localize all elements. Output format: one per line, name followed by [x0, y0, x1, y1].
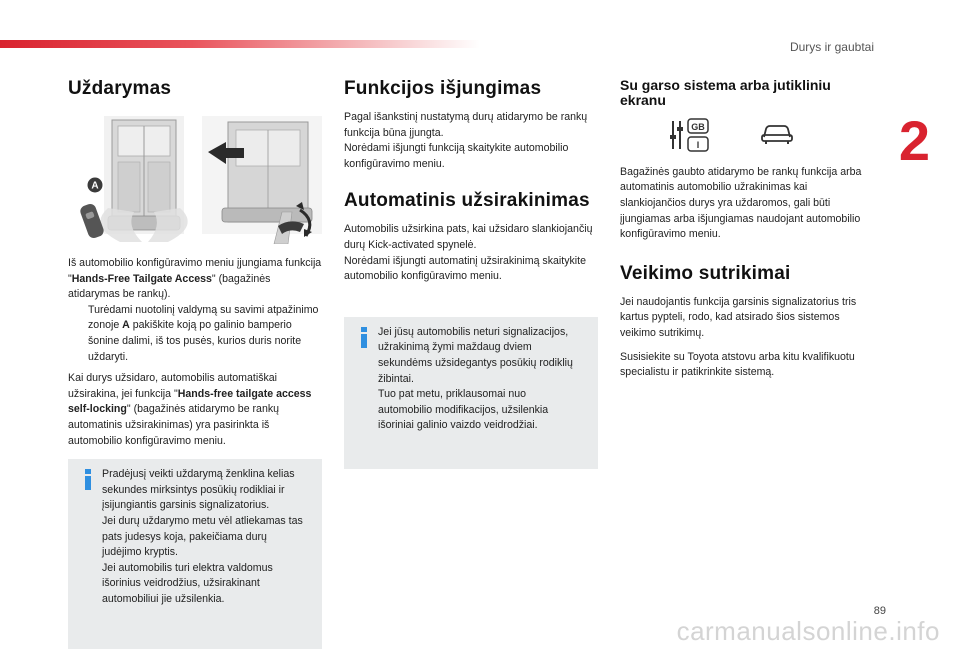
- text-part: pakiškite koją po galinio bamperio šonine dalimi, iš tos pusės, kurios duris norite uždaryti.: [88, 319, 302, 363]
- info-icon: [82, 469, 94, 491]
- zone-label-a: A: [91, 180, 99, 192]
- text-part: Kai durys užsidaro, automobilis automatiškai užsirakina, jei funkcija ": [68, 372, 278, 400]
- system-icons: [620, 113, 874, 157]
- heading-audio-touchscreen: Su garso sistema arba jutikliniu ekranu: [620, 77, 831, 109]
- zone-ref-bold: A: [122, 319, 130, 332]
- text-part: Turėdami nuotolinį valdymą su savimi atpažinimo zonoje: [88, 303, 319, 332]
- tailgate-illustration: [68, 116, 322, 244]
- badge-i: I: [696, 139, 700, 150]
- bullet-item: [68, 303, 322, 365]
- heading-malfunctions: Veikimo sutrikimai: [620, 262, 791, 284]
- header-accent-bar: [0, 40, 480, 48]
- column-settings: [620, 78, 874, 381]
- heading-closing: Uždarymas: [68, 78, 172, 99]
- paragraph-settings: Bagažinės gaubto atidarymo be rankų funkcija arba automatinis automobilio užrakinimas kai slankiojančios durys yra uždaromos, gali būti įjungiamas arba išjungiamas naudojant automobilio konfigūravimo meniu.: [620, 165, 862, 241]
- info-text: Jei jūsų automobilis neturi signalizacijos, užrakinimą žymi maždaug dviem sekundėms užsidegantys posūkių rodiklių žibintai. Tuo pat metu, priklausomai nuo automobilio modifikacijos, užsilenkia išoriniai galinio vaizdo veidrodžiai.: [378, 325, 573, 432]
- paragraph-auto-lock: Automobilis užsirkina pats, kai užsidaro slankiojančių durų Kick-activated spynelė. Norėdami išjungti automatinį užsirakinimą skaitykite automobilio konfigūravimo meniu.: [344, 223, 593, 283]
- info-box-auto-lock: [344, 317, 598, 469]
- watermark: carmanualsonline.info: [676, 616, 940, 646]
- chapter-number: 2: [898, 109, 930, 172]
- text-part: Iš automobilio konfigūravimo meniu įjungiama funkcija ": [68, 257, 322, 285]
- page-number: 89: [873, 605, 886, 617]
- column-deactivation: [344, 78, 598, 469]
- text-part: " (bagažinės atidarymo be rankų automatinis užsirakinimas) yra pasirinkta iš automobilio konfigūravimo meniu.: [68, 403, 280, 447]
- column-closing: [68, 78, 322, 649]
- vehicle-settings-icon: [760, 123, 794, 145]
- paragraph-contact-dealer: Susisiekite su Toyota atstovu arba kitu kvalifikuotu specialistu ir patikrinkite sistemą.: [620, 350, 855, 379]
- info-box-closing: [68, 459, 322, 649]
- heading-auto-lock: Automatinis užsirakinimas: [344, 190, 590, 212]
- audio-settings-icon: [668, 117, 714, 153]
- van-rear-diagram: [68, 116, 322, 244]
- paragraph-auto-lock: [68, 371, 322, 449]
- paragraph-activation: [68, 256, 322, 303]
- paragraph-malfunction-signal: Jei naudojantis funkcija garsinis signalizatorius tris kartus pypteli, rodo, kad atsirado šios sistemos veikimo sutrikimų.: [620, 295, 857, 339]
- info-icon: [358, 327, 370, 349]
- heading-deactivation: Funkcijos išjungimas: [344, 78, 542, 99]
- function-name-bold: Hands-Free Tailgate Access: [71, 272, 212, 285]
- function-name-bold: Hands-free tailgate access self-locking: [68, 387, 312, 416]
- text-part: " (bagažinės atidarymas be rankų).: [68, 272, 271, 301]
- badge-gb: GB: [691, 121, 705, 132]
- paragraph-deactivation: Pagal išankstinį nustatymą durų atidarymo be rankų funkcija būna įjungta. Norėdami išjungti funkciją skaitykite automobilio konfigūravimo meniu.: [344, 111, 588, 170]
- info-text: Pradėjusį veikti uždarymą ženklina kelias sekundes mirksintys posūkių rodikliai ir įsijungiantis garsinis signalizatorius. Jei durų uždarymo metu vėl atliekamas tas pats judesys koja, pakeičiama durų judėjimo kryptis. Jei automobilis turi elektra valdomus išorinius veidrodžius, užsirakinant automobiliui jie užsilenkia.: [102, 468, 303, 605]
- section-title: Durys ir gaubtai: [789, 40, 874, 54]
